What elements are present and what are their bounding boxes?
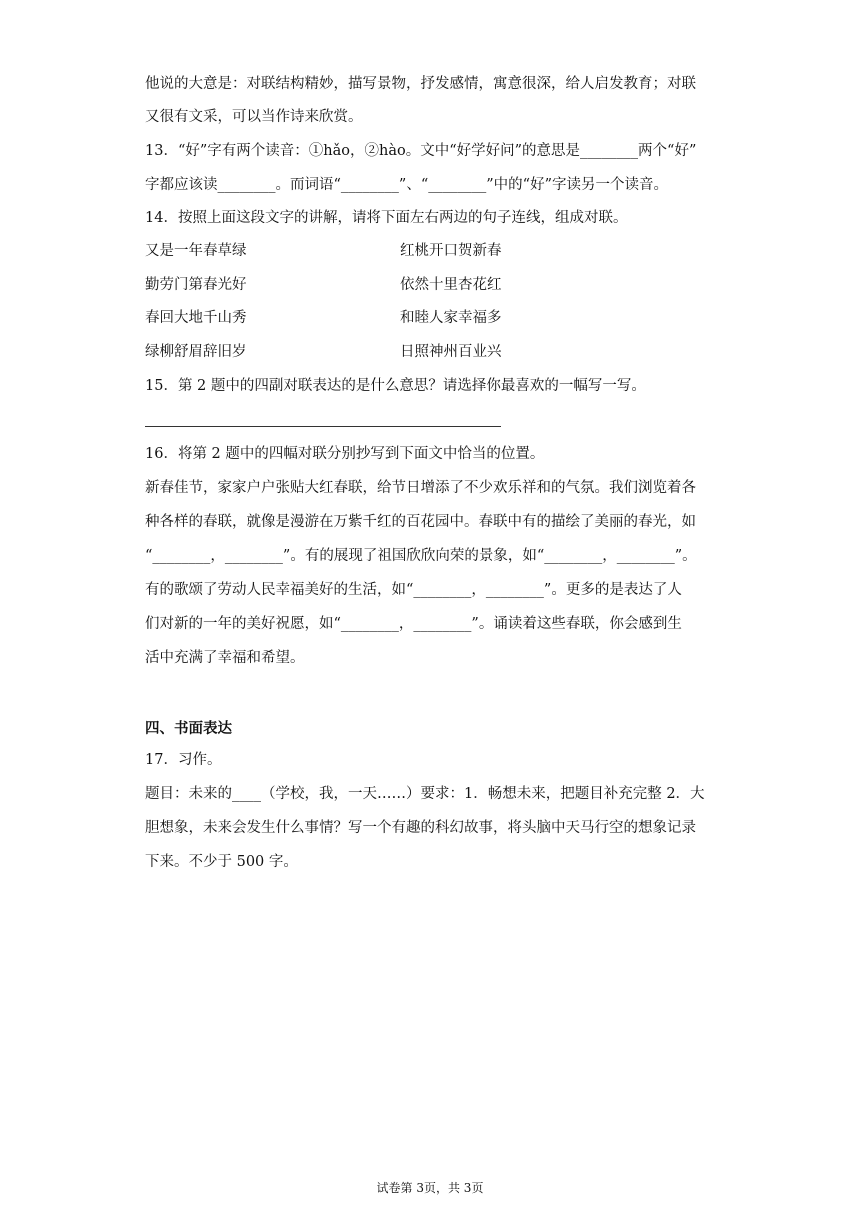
fill-paragraph-line-3: “________，________”。有的展现了祖国欣欣向荣的景象，如“________，________”。: [145, 548, 697, 564]
question-17-line-2: 胆想象，未来会发生什么事情？写一个有趣的科幻故事，将头脑中天马行空的想象记录: [145, 820, 696, 836]
couplet-left-4: 绿柳舒眉辞旧岁: [145, 344, 247, 360]
question-16: 16．将第 2 题中的四幅对联分别抄写到下面文中恰当的位置。: [145, 446, 545, 462]
passage-line-1: 他说的大意是：对联结构精妙，描写景物，抒发感情，寓意很深，给人启发教育；对联: [145, 76, 696, 92]
fill-paragraph-line-5: 们对新的一年的美好祝愿，如“________，________”。诵读着这些春联，你会感到生: [145, 616, 682, 632]
couplet-left-2: 勤劳门第春光好: [145, 277, 247, 293]
question-13-line-2: 字都应该读________。而词语“________”、“________”中的“好”字读另一个读音。: [145, 177, 668, 193]
couplet-right-3: 和睦人家幸福多: [400, 310, 502, 326]
question-14: 14．按照上面这段文字的讲解，请将下面左右两边的句子连线，组成对联。: [145, 210, 628, 226]
question-13-line-1: 13．“好”字有两个读音：①hǎo，②hào。文中“好学好问”的意思是________两个“好”: [145, 143, 697, 159]
question-17: 17．习作。: [145, 752, 222, 768]
couplet-right-2: 依然十里杏花红: [400, 277, 502, 293]
question-15: 15．第 2 题中的四副对联表达的是什么意思？请选择你最喜欢的一幅写一写。: [145, 378, 646, 394]
fill-paragraph-line-2: 种各样的春联，就像是漫游在万紫千红的百花园中。春联中有的描绘了美丽的春光，如: [145, 514, 696, 530]
couplet-left-3: 春回大地千山秀: [145, 310, 247, 326]
couplet-right-1: 红桃开口贺新春: [400, 243, 502, 259]
couplet-left-1: 又是一年春草绿: [145, 243, 247, 259]
fill-paragraph-line-4: 有的歌颂了劳动人民幸福美好的生活，如“________，________”。更多的是表达了人: [145, 582, 682, 598]
question-17-line-1: 题目：未来的____（学校，我，一天……）要求：1．畅想未来，把题目补充完整 2．大: [145, 786, 705, 802]
page-footer: 试卷第 3页，共 3页: [376, 1181, 484, 1195]
answer-line[interactable]: [145, 426, 501, 427]
passage-line-2: 又很有文采，可以当作诗来欣赏。: [145, 109, 363, 125]
fill-paragraph-line-6: 活中充满了幸福和希望。: [145, 650, 305, 666]
fill-paragraph-line-1: 新春佳节，家家户户张贴大红春联，给节日增添了不少欢乐祥和的气氛。我们浏览着各: [145, 480, 696, 496]
question-17-line-3: 下来。不少于 500 字。: [145, 854, 298, 870]
section-heading: 四、书面表达: [145, 720, 232, 737]
couplet-right-4: 日照神州百业兴: [400, 344, 502, 360]
